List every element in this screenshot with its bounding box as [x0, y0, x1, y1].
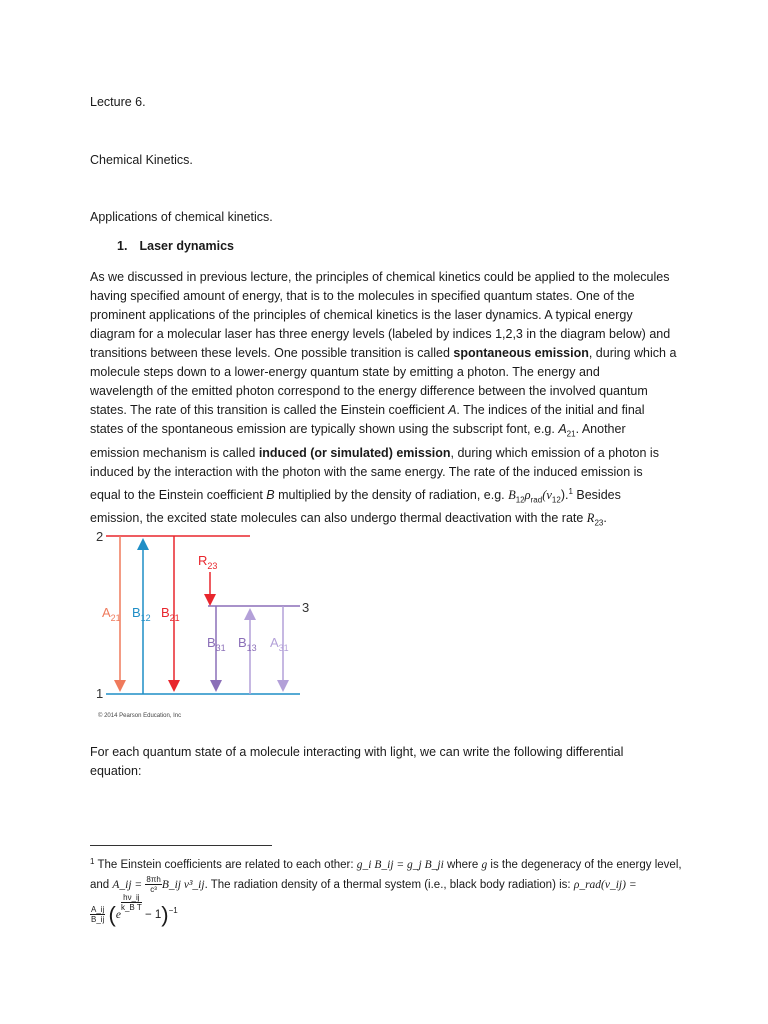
list-heading-title: Laser dynamics — [139, 239, 234, 253]
paragraph-line: equation: — [90, 764, 142, 778]
paragraph-line: emission, the excited state molecules can also undergo thermal deactivation with the rate $R_{23}$. — [90, 511, 607, 528]
level-1-label: 1 — [96, 686, 104, 701]
term-spontaneous-emission: spontaneous emission — [453, 346, 589, 360]
footnote-separator — [90, 845, 272, 846]
footnote-formula: $\frac{A\_ij}{B\_ij}$ (e $\frac{h\nu\_ij}{\text{k\_B T}}$ − 1)$^{-1}$ — [91, 893, 178, 927]
term-induced-emission: induced (or simulated) emission — [258, 445, 451, 460]
paragraph-line: equal to the Einstein coefficient B multiplied by the density of radiation, e.g. $B_{12}\rho_{rad}(\nu_{12}).^1$ Besides — [90, 486, 621, 505]
label-B12: $B_{12}$ — [132, 605, 151, 623]
label-B31: $B_{31}$ — [207, 635, 226, 653]
formula-fraction: $\frac{A\_ij}{B\_ij}$ — [91, 905, 105, 925]
footnote-line-1: $^1$ The Einstein coefficients are related to each other: g_i B_ij = g_j B_ji where g is the degeneracy of the energy level, — [90, 857, 682, 871]
footnote — [90, 852, 682, 895]
body-paragraph — [90, 268, 690, 533]
lecture-title: Lecture 6. — [90, 95, 146, 109]
after-paragraph — [90, 743, 623, 781]
label-R23: $R_{23}$ — [198, 553, 218, 571]
energy-level-diagram — [90, 522, 312, 727]
paragraph-line: transitions between these levels. One possible transition is called spontaneous emission, during which a — [90, 346, 677, 360]
label-A21: $A_{21}$ — [102, 605, 121, 623]
list-number: 1. — [117, 239, 128, 253]
paragraph-line: states of the spontaneous emission are typically shown using the subscript font, e.g. $A_{21}$. Another — [90, 422, 626, 439]
paragraph-line: induced by the interaction with the photon with the same energy. The rate of the induced emission is — [90, 464, 643, 479]
section-title: Applications of chemical kinetics. — [90, 210, 273, 224]
topic-title: Chemical Kinetics. — [90, 153, 193, 167]
paragraph-line: prominent applications of the principles of chemical kinetics is the laser dynamics. A typical energy — [90, 308, 633, 322]
paragraph-line: having specified amount of energy, that is to the molecules in specified quantum states. One of the — [90, 289, 635, 303]
footnote-line-2: and A_ij = $\frac{8\pi h}{\text{c³}}$ B_ij ν³_ij. The radiation density of a thermal system (i.e., black body radiation) is: ρ_rad(ν_ij) = — [90, 875, 637, 895]
copyright-note: © 2014 Pearson Education, Inc — [98, 713, 182, 719]
list-heading — [117, 239, 234, 253]
label-B21: $B_{21}$ — [161, 605, 180, 623]
label-A31: $A_{31}$ — [270, 635, 289, 653]
paragraph-line: molecule steps down to a lower-energy quantum state by emitting a photon. The energy and — [90, 365, 600, 379]
paragraph-line: emission mechanism is called induced (or simulated) emission, during which emission of a photon is — [90, 445, 659, 460]
label-B13: $B_{13}$ — [238, 635, 257, 653]
paragraph-line: diagram for a molecular laser has three energy levels (labeled by indices 1,2,3 in the diagram below) and — [90, 327, 671, 341]
paragraph-line: For each quantum state of a molecule interacting with light, we can write the following differential — [90, 745, 624, 759]
paragraph-line: states. The rate of this transition is called the Einstein coefficient A. The indices of the initial and final — [90, 403, 645, 417]
paragraph-line: wavelength of the emitted photon correspond to the energy difference between the involved quantum — [90, 384, 648, 398]
level-2-label: 2 — [96, 529, 104, 544]
footnote-ref[interactable]: 1 — [568, 486, 573, 496]
diagram-svg — [90, 522, 312, 727]
level-3-label: 3 — [302, 600, 310, 615]
paragraph-line: As we discussed in previous lecture, the principles of chemical kinetics could be applied to the molecules — [90, 270, 670, 284]
